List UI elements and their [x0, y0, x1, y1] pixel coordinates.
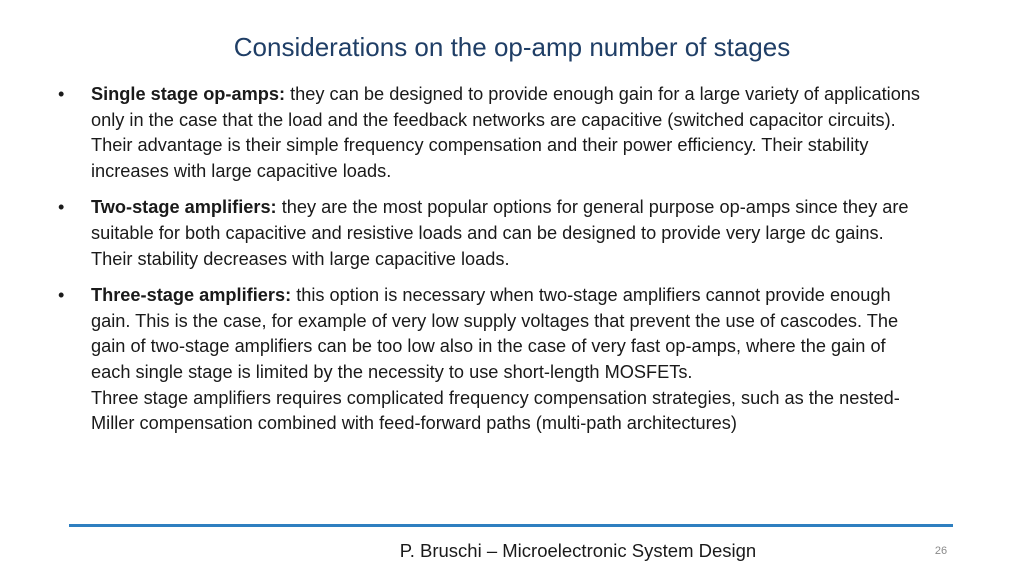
bullet-two-stage [58, 195, 928, 272]
bullet-heading: Single stage op-amps: [91, 84, 286, 104]
bullet-text: they are the most popular options for general purpose op-amps since they are suitable for both capacitive and resistive loads and can be designed to provide very large dc gains. Their stability decreases with large capacitive loads. [91, 197, 909, 269]
bullet-heading: Three-stage amplifiers: [91, 285, 292, 306]
bullet-heading: Two-stage amplifiers: [91, 197, 277, 218]
bullet-text: this option is necessary when two-stage amplifiers cannot provide enough gain. This is the case, for example of very low supply voltages that prevent the use of cascodes. The gain of two-stage amplifiers can be too low also in the case of very fast op-amps, where the gain of each single stage is limited by the necessity to use short-length MOSFETs. [91, 285, 899, 382]
bullet-list [58, 82, 928, 448]
slide-number: 26 [934, 545, 948, 557]
slide-title: Considerations on the op-amp number of stages [233, 32, 791, 62]
bullet-single-stage [58, 82, 928, 184]
footer-divider [69, 524, 953, 527]
bullet-marker: • [58, 197, 65, 218]
bullet-three-stage [58, 283, 928, 437]
bullet-marker: • [58, 84, 65, 104]
bullet-marker: • [58, 285, 65, 306]
bullet-extra-text: Three stage amplifiers requires complicated frequency compensation strategies, such as the nested-Miller compensation combined with feed-forward paths (multi-path architectures) [91, 387, 900, 434]
footer-text: P. Bruschi – Microelectronic System Design [399, 540, 757, 561]
bullet-text: they can be designed to provide enough gain for a large variety of applications only in the case that the load and the feedback networks are capacitive (switched capacitor circuits). Their advantage is their simple frequency compensation and their power efficiency. Their stability increases with large capacitive loads. [91, 84, 921, 181]
